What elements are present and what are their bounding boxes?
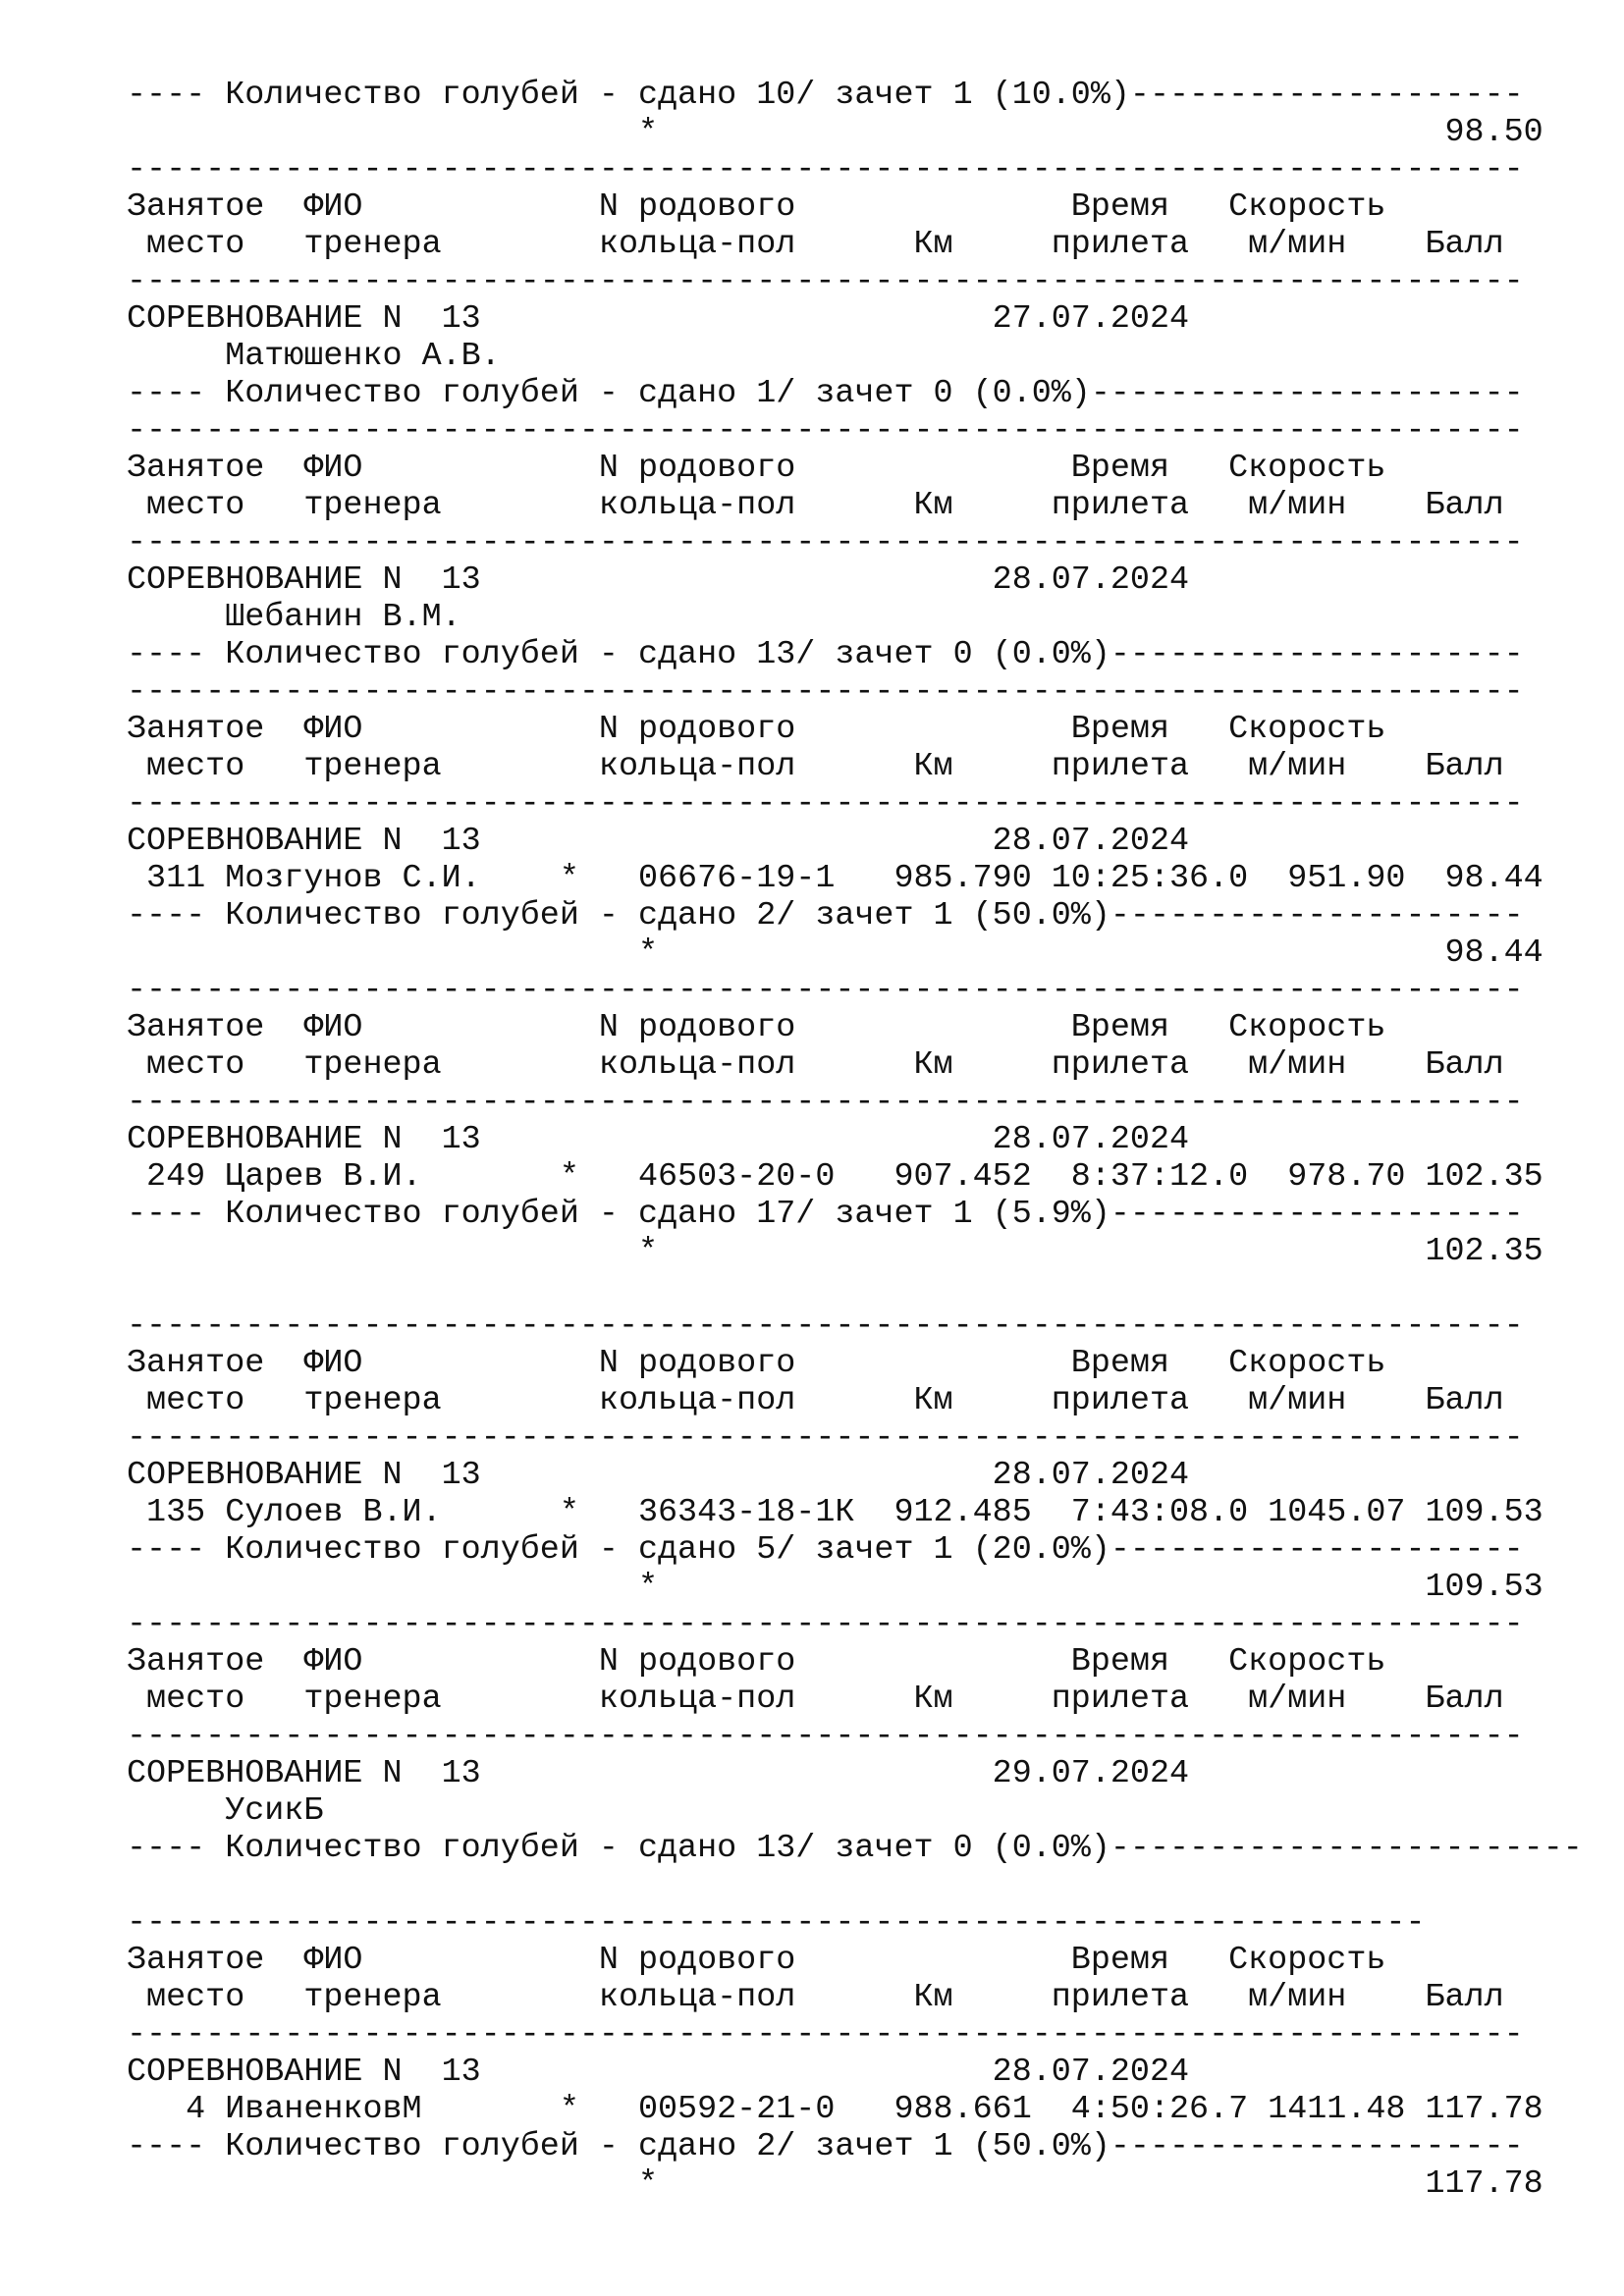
report-line: место тренера кольца-пол Км прилета м/мин Балл xyxy=(127,748,1504,785)
report-line: ----------------------------------------------------------------------- xyxy=(127,412,1524,450)
report-line: ----------------------------------------------------------------------- xyxy=(127,1606,1524,1643)
report-line: Занятое ФИО N родового Время Скорость xyxy=(127,711,1386,748)
report-line: ----------------------------------------------------------------------- xyxy=(127,972,1524,1009)
report-line: ---- Количество голубей - сдано 5/ зачет 1 (20.0%)--------------------- xyxy=(127,1531,1524,1569)
report-line: Шебанин В.М. xyxy=(127,599,461,636)
report-line: место тренера кольца-пол Км прилета м/мин Балл xyxy=(127,1979,1504,2016)
report-line: * 102.35 xyxy=(127,1233,1543,1270)
report-line: * 109.53 xyxy=(127,1569,1543,1606)
report-line: Занятое ФИО N родового Время Скорость xyxy=(127,188,1386,226)
report-line: Занятое ФИО N родового Время Скорость xyxy=(127,1345,1386,1382)
report-line: Занятое ФИО N родового Время Скорость xyxy=(127,1942,1386,1979)
report-line: * 117.78 xyxy=(127,2165,1543,2203)
report-line xyxy=(127,1867,1583,1904)
report-line: ---- Количество голубей - сдано 13/ зачет 0 (0.0%)------------------------ xyxy=(127,1830,1583,1867)
report-line: ----------------------------------------------------------------------- xyxy=(127,1308,1524,1345)
report-line: Занятое ФИО N родового Время Скорость xyxy=(127,1643,1386,1681)
report-line: СОРЕВНОВАНИЕ N 13 27.07.2024 xyxy=(127,300,1190,338)
report-line: ----------------------------------------------------------------------- xyxy=(127,2016,1524,2054)
report-line: СОРЕВНОВАНИЕ N 13 28.07.2024 xyxy=(127,561,1190,599)
report-line: СОРЕВНОВАНИЕ N 13 28.07.2024 xyxy=(127,823,1190,860)
report-line: ----------------------------------------------------------------------- xyxy=(127,673,1524,711)
report-line: ----------------------------------------------------------------------- xyxy=(127,524,1524,561)
report-line: * 98.44 xyxy=(127,934,1543,972)
report-line: ---- Количество голубей - сдано 2/ зачет 1 (50.0%)--------------------- xyxy=(127,897,1524,934)
report-line: 135 Сулоев В.И. * 36343-18-1К 912.485 7:43:08.0 1045.07 109.53 xyxy=(127,1494,1543,1531)
report-line: место тренера кольца-пол Км прилета м/мин Балл xyxy=(127,1681,1504,1718)
report-line: ---- Количество голубей - сдано 17/ зачет 1 (5.9%)--------------------- xyxy=(127,1196,1524,1233)
report-line: место тренера кольца-пол Км прилета м/мин Балл xyxy=(127,1382,1504,1419)
report-line: место тренера кольца-пол Км прилета м/мин Балл xyxy=(127,1046,1504,1084)
report-line: ---- Количество голубей - сдано 2/ зачет 1 (50.0%)--------------------- xyxy=(127,2128,1524,2165)
report-line xyxy=(127,1270,1583,1308)
report-line: 4 ИваненковМ * 00592-21-0 988.661 4:50:26.7 1411.48 117.78 xyxy=(127,2091,1543,2128)
report-line: СОРЕВНОВАНИЕ N 13 29.07.2024 xyxy=(127,1755,1190,1792)
report-line: Занятое ФИО N родового Время Скорость xyxy=(127,450,1386,487)
report-line: СОРЕВНОВАНИЕ N 13 28.07.2024 xyxy=(127,1457,1190,1494)
report-line: Матюшенко А.В. xyxy=(127,338,501,375)
report-line: ---- Количество голубей - сдано 1/ зачет 0 (0.0%)---------------------- xyxy=(127,375,1524,412)
report-line: ----------------------------------------------------------------------- xyxy=(127,1084,1524,1121)
report-line: ----------------------------------------------------------------------- xyxy=(127,1419,1524,1457)
report-line: * 98.50 xyxy=(127,114,1543,151)
report-line: ---- Количество голубей - сдано 13/ зачет 0 (0.0%)--------------------- xyxy=(127,636,1524,673)
report-line: ---- Количество голубей - сдано 10/ зачет 1 (10.0%)-------------------- xyxy=(127,77,1524,114)
report-line: ----------------------------------------------------------------------- xyxy=(127,1718,1524,1755)
report-line: СОРЕВНОВАНИЕ N 13 28.07.2024 xyxy=(127,1121,1190,1158)
report-line: УсикБ xyxy=(127,1792,324,1830)
report-line: СОРЕВНОВАНИЕ N 13 28.07.2024 xyxy=(127,2054,1190,2091)
pigeon-race-report xyxy=(127,77,1583,2203)
report-line: Занятое ФИО N родового Время Скорость xyxy=(127,1009,1386,1046)
report-line: ----------------------------------------------------------------------- xyxy=(127,785,1524,823)
report-line: ------------------------------------------------------------------ xyxy=(127,1904,1426,1942)
report-line: место тренера кольца-пол Км прилета м/мин Балл xyxy=(127,226,1504,263)
report-line: 249 Царев В.И. * 46503-20-0 907.452 8:37:12.0 978.70 102.35 xyxy=(127,1158,1543,1196)
report-line: место тренера кольца-пол Км прилета м/мин Балл xyxy=(127,487,1504,524)
report-line: ----------------------------------------------------------------------- xyxy=(127,151,1524,188)
report-line: 311 Мозгунов С.И. * 06676-19-1 985.790 10:25:36.0 951.90 98.44 xyxy=(127,860,1543,897)
report-line: ----------------------------------------------------------------------- xyxy=(127,263,1524,300)
